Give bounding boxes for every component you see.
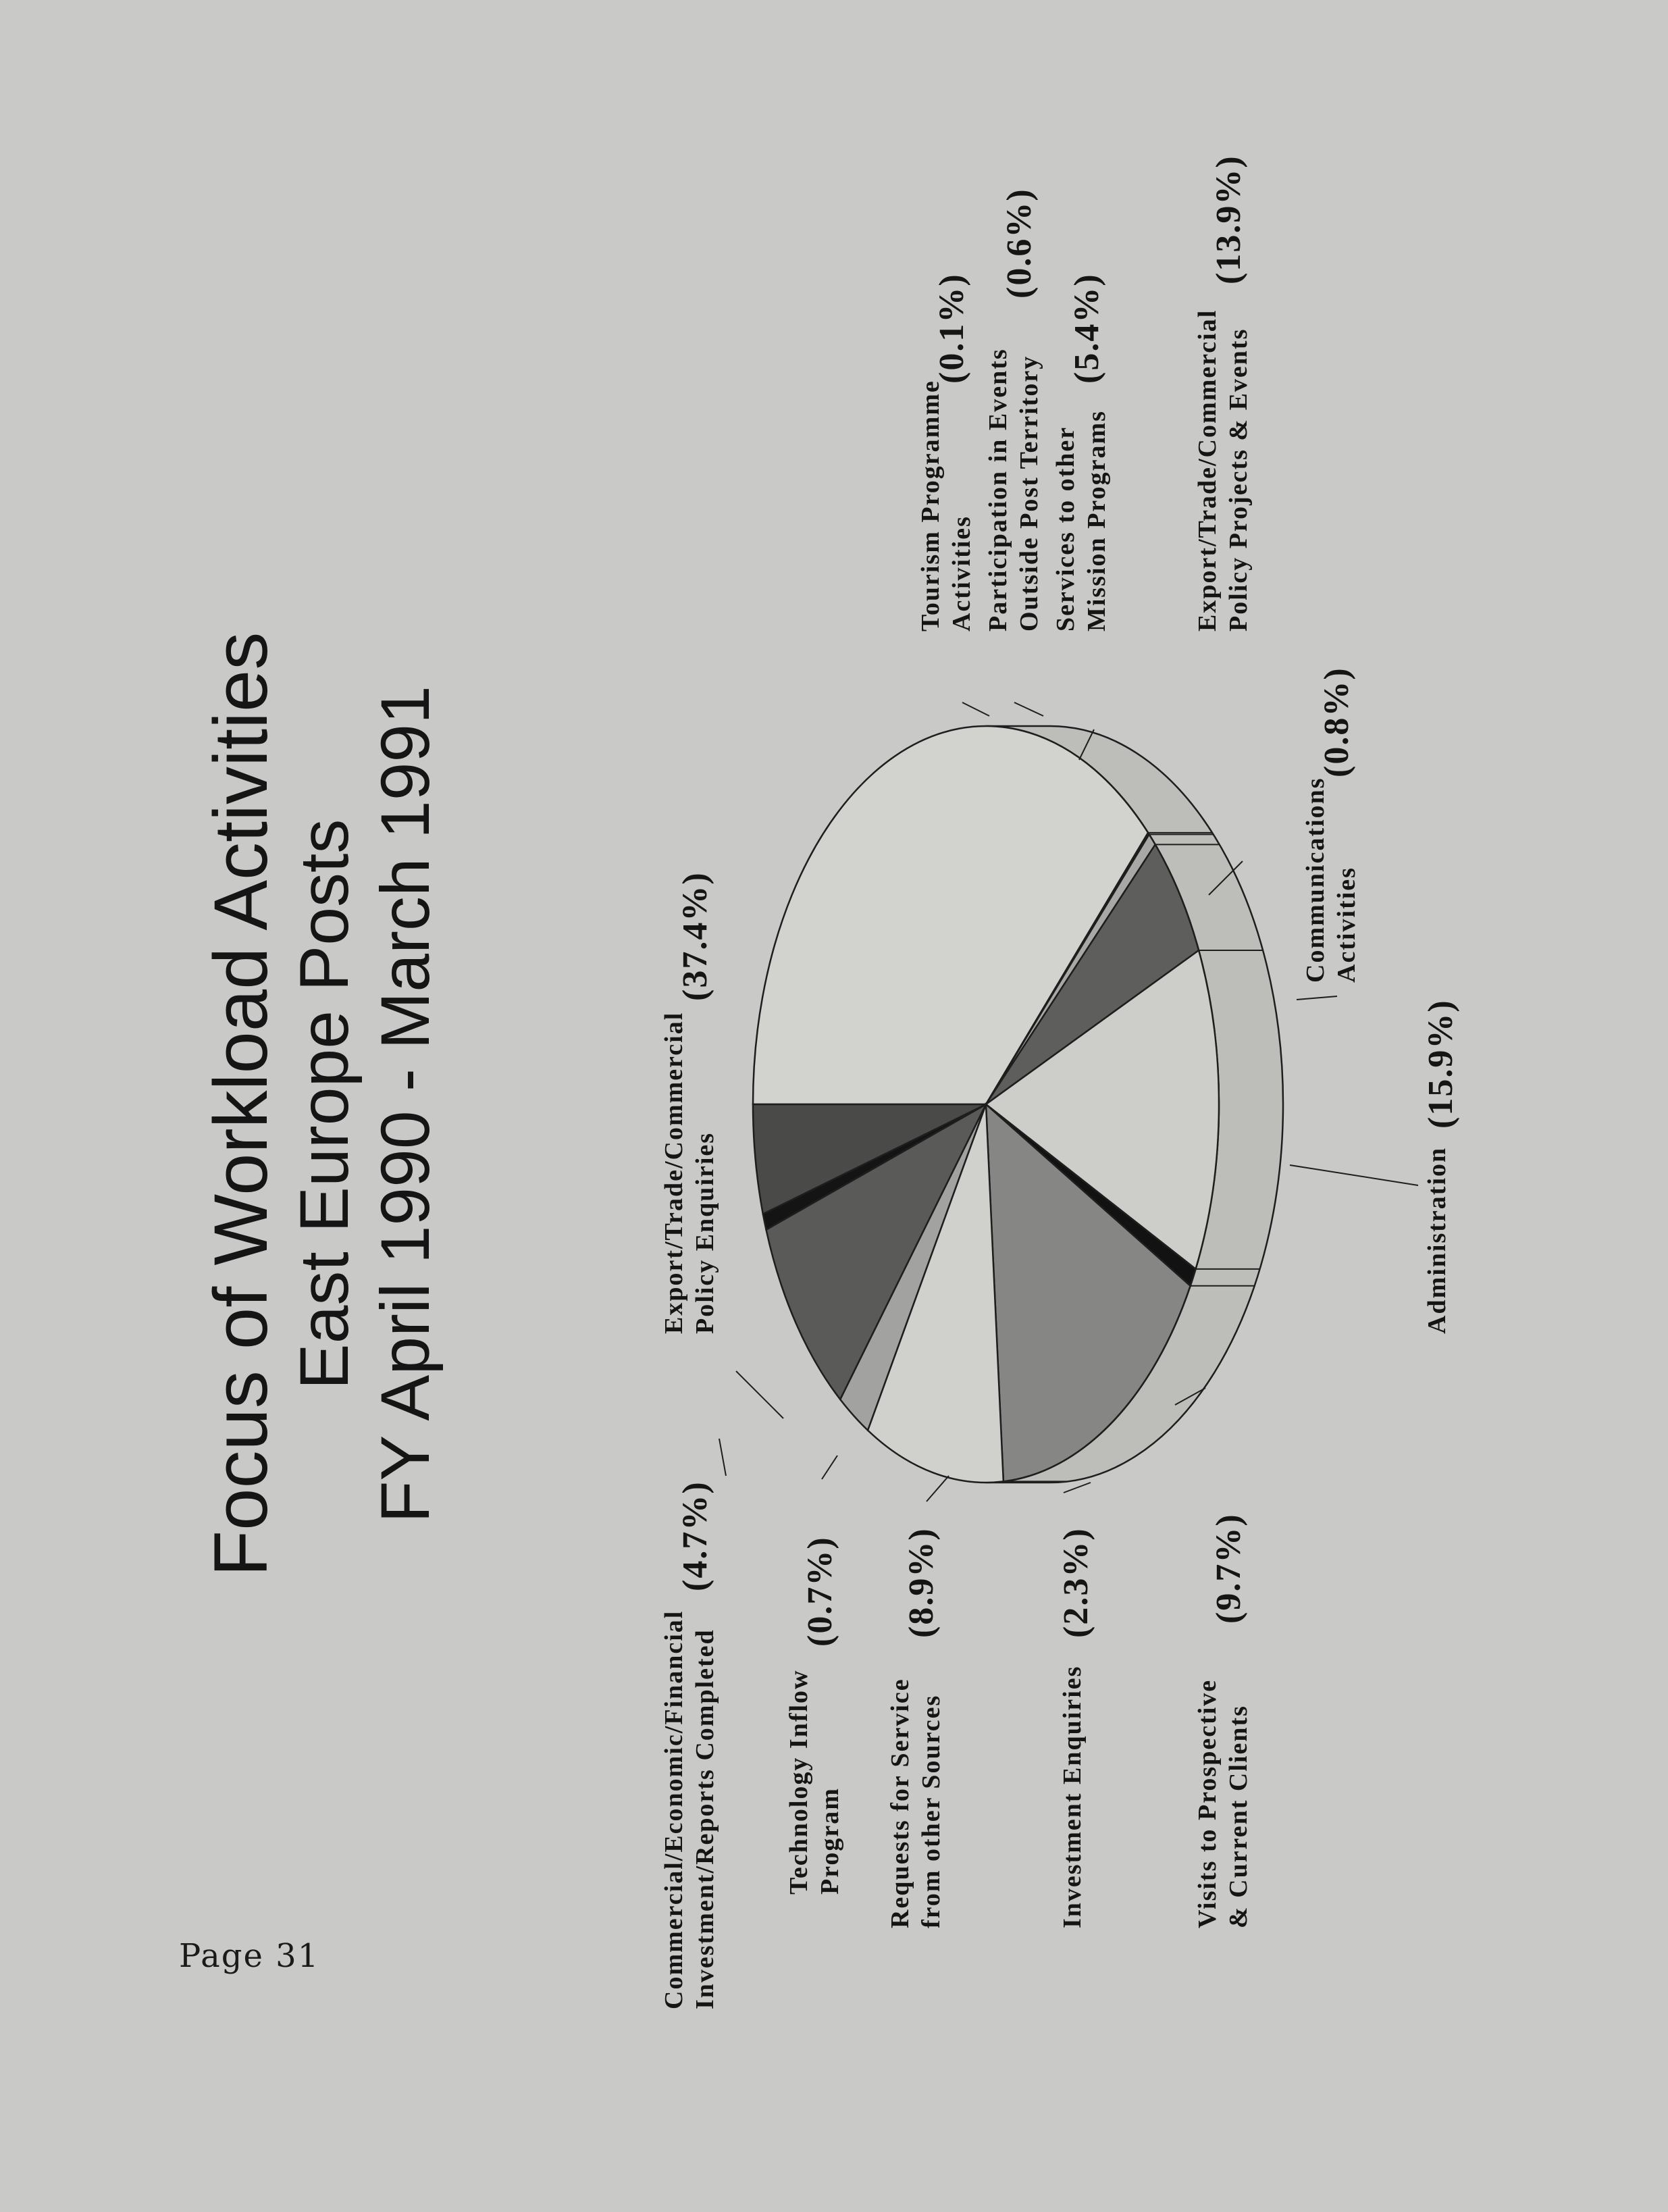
slice-label-7-line-0: Visits to Prospective: [1193, 1678, 1222, 1928]
slice-percent-8: (2.3%): [1057, 1527, 1095, 1638]
slice-percent-4: (13.9%): [1209, 155, 1248, 284]
slice-label-3-line-0: Services to other: [1051, 426, 1080, 632]
page-number: Page 31: [179, 1937, 320, 1975]
slice-label-group-6: [1422, 999, 1460, 1334]
slice-label-0-line-1: Policy Enquiries: [691, 1131, 719, 1334]
slice-label-2-line-1: Outside Post Territory: [1015, 355, 1043, 632]
slice-label-group-9: [886, 1527, 945, 1928]
leader-line-10: [822, 1456, 837, 1479]
slice-label-6-line-0: Administration: [1423, 1146, 1451, 1334]
slice-percent-7: (9.7%): [1209, 1513, 1248, 1624]
slice-label-group-5: [1301, 667, 1361, 983]
slice-percent-11: (4.7%): [676, 1481, 714, 1591]
slice-label-5-line-0: Communications: [1301, 777, 1330, 983]
slice-label-7-line-1: & Current Clients: [1224, 1705, 1253, 1928]
slice-percent-9: (8.9%): [902, 1527, 941, 1638]
slice-percent-2: (0.6%): [1000, 188, 1039, 299]
slice-label-group-3: [1051, 273, 1111, 632]
slice-label-11-line-1: Investment/Reports Completed: [691, 1628, 719, 2009]
leader-line-8: [1064, 1483, 1091, 1493]
slice-label-9-line-1: from other Sources: [917, 1694, 945, 1928]
slice-label-group-10: [785, 1536, 844, 1895]
slice-label-9-line-0: Requests for Service: [886, 1678, 914, 1928]
slice-label-4-line-0: Export/Trade/Commercial: [1193, 309, 1222, 632]
leader-line-9: [927, 1476, 949, 1501]
slice-label-5-line-1: Activities: [1332, 867, 1361, 983]
slice-label-4-line-1: Policy Projects & Events: [1224, 328, 1253, 632]
slice-label-group-0: [660, 871, 719, 1334]
slice-label-0-line-0: Export/Trade/Commercial: [660, 1011, 688, 1334]
leader-line-6: [1290, 1165, 1418, 1185]
slice-percent-6: (15.9%): [1422, 999, 1460, 1129]
slice-label-10-line-0: Technology Inflow: [785, 1669, 813, 1895]
slice-label-group-8: [1057, 1527, 1095, 1928]
chart-period: FY April 1990 - March 1991: [367, 686, 444, 1523]
slice-label-group-1: [916, 273, 976, 632]
leader-line-11: [736, 1371, 783, 1418]
slice-label-11-line-0: Commercial/Economic/Financial: [660, 1610, 688, 2009]
slice-label-group-4: [1193, 155, 1253, 632]
slice-label-8-line-0: Investment Enquiries: [1058, 1665, 1087, 1928]
chart-title: Focus of Workload Activities: [199, 632, 283, 1577]
slice-label-group-7: [1193, 1513, 1253, 1928]
slice-percent-0: (37.4%): [676, 871, 714, 1001]
slice-label-2-line-0: Participation in Events: [984, 348, 1012, 632]
slice-percent-10: (0.7%): [801, 1536, 839, 1647]
slice-label-1-line-1: Activities: [947, 515, 976, 632]
slice-label-group-11: [660, 1481, 719, 2009]
leader-line-5: [1297, 996, 1337, 1000]
slice-percent-1: (0.1%): [933, 273, 971, 384]
chart-subtitle: East Europe Posts: [286, 819, 363, 1390]
slice-label-1-line-0: Tourism Programme: [916, 380, 945, 632]
slice-percent-5: (0.8%): [1318, 667, 1356, 777]
slice-label-group-2: [984, 188, 1043, 632]
leader-line-0: [719, 1439, 726, 1476]
leader-line-2: [1014, 702, 1043, 716]
pie-layer: [660, 155, 1460, 2009]
slice-label-10-line-1: Program: [816, 1787, 844, 1895]
slice-label-3-line-1: Mission Programs: [1083, 410, 1111, 632]
slice-percent-3: (5.4%): [1068, 273, 1106, 384]
leader-line-1: [962, 702, 989, 716]
